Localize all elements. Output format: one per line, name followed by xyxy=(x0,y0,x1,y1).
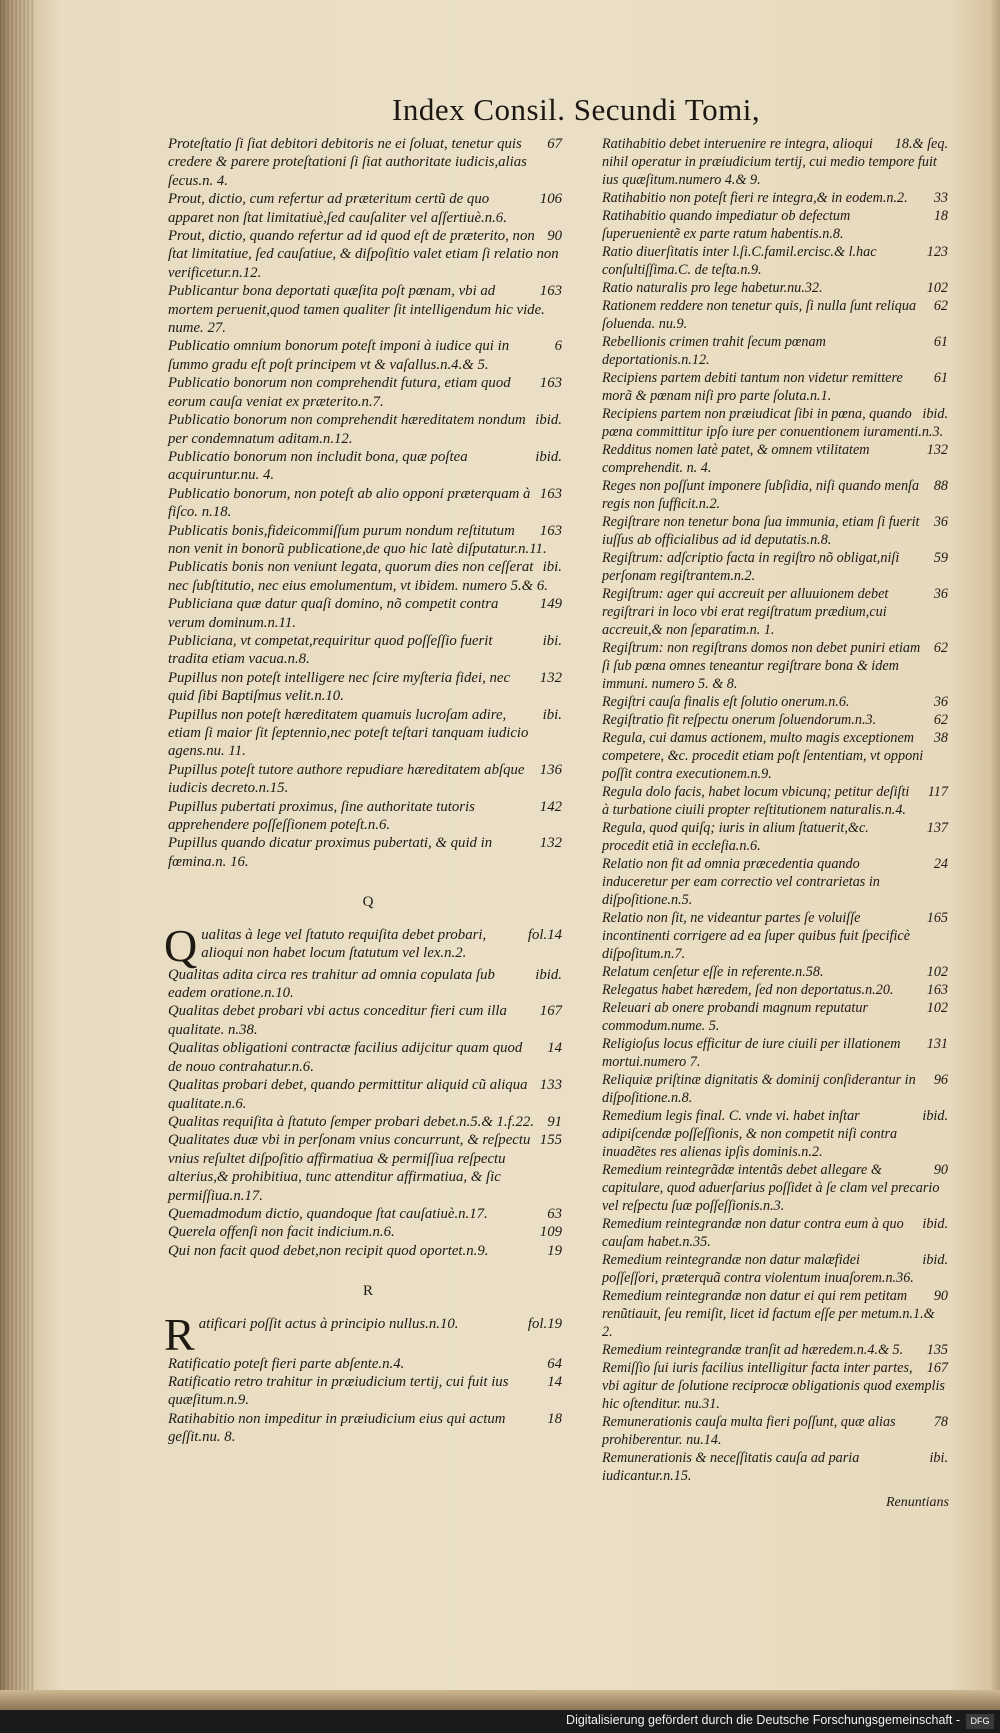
entry-text: Reliquiæ priſtinæ dignitatis & dominij conſiderantur in diſpoſitione.n.8. xyxy=(602,1072,916,1106)
entry-reference: 62 xyxy=(933,298,948,314)
entry-reference: 102 xyxy=(926,280,948,296)
index-entry xyxy=(168,1373,568,1410)
entry-text: Regula dolo facis, habet locum vbicunq; petitur deſiſti à turbatione ciuili propter reſtitutionem naturalis.n.4. xyxy=(602,784,910,818)
index-entry xyxy=(602,189,954,207)
entry-reference: 14 xyxy=(547,1373,562,1390)
entry-reference: 96 xyxy=(933,1072,948,1088)
index-entry xyxy=(602,693,954,711)
entry-reference: 132 xyxy=(926,442,948,458)
entry-reference: 137 xyxy=(926,820,948,836)
index-entry xyxy=(164,1308,568,1360)
entry-text: Publicatio omnium bonorum poteſt imponi à iudice qui in ſummo gradu eſt poſt principem vt & vaſallus.n.4.& 5. xyxy=(168,338,510,373)
entry-text: Recipiens partem non præiudicat ſibi in pœna, quando pœna committitur ipſo iure per conuentionem iuramenti.n.3. xyxy=(602,406,944,440)
index-entry xyxy=(168,595,568,632)
index-entry xyxy=(168,1355,568,1373)
entry-text: Proteſtatio ſi ſiat debitori debitoris ne ei ſoluat, tenetur quis credere & parere proteſtationi ſi ſiat authoritate iudicis,alias ſecus.n. 4. xyxy=(168,136,527,189)
entry-text: Rationem reddere non tenetur quis, ſi nulla ſunt reliqua ſoluenda. nu.9. xyxy=(602,298,917,332)
entry-reference: 24 xyxy=(933,856,948,872)
entry-text: Ratificatio poteſt fieri parte abſente.n.4. xyxy=(168,1355,405,1372)
entry-reference: 91 xyxy=(547,1113,562,1130)
entry-text: Qualitas adita circa res trahitur ad omnia copulata ſub eadem oratione.n.10. xyxy=(168,966,495,1002)
index-entry xyxy=(602,1413,954,1449)
entry-reference: 6 xyxy=(554,338,562,355)
entry-reference: 18.& ſeq. xyxy=(894,136,948,152)
index-entry xyxy=(168,1205,568,1223)
entry-text: Rebellionis crimen trahit ſecum pœnam deportationis.n.12. xyxy=(602,334,826,368)
entry-reference: fol.14 xyxy=(527,926,562,943)
entry-text: Recipiens partem debiti tantum non videtur remittere morã & pœnam niſi pro parte ſoluta.n.1. xyxy=(602,370,903,404)
entry-reference: 163 xyxy=(539,522,562,539)
index-entry xyxy=(168,227,568,282)
entry-reference: ibid. xyxy=(922,1252,948,1268)
index-entry xyxy=(602,855,954,909)
index-entry xyxy=(602,369,954,405)
entry-text: Relegatus habet hæredem, ſed non deportatus.n.20. xyxy=(602,982,894,998)
entry-reference: 63 xyxy=(547,1205,562,1222)
entry-reference: 165 xyxy=(926,910,948,926)
entry-reference: 102 xyxy=(926,1000,948,1016)
index-entry xyxy=(602,135,954,189)
entry-reference: 64 xyxy=(547,1355,562,1372)
entry-text: Publicantur bona deportati quæſita poſt pœnam, vbi ad mortem peruenit,quod tamen qualiter ſit intelligendum hic vide. nume. 27. xyxy=(168,283,545,337)
entry-reference: 163 xyxy=(539,375,562,392)
entry-reference: 167 xyxy=(539,1003,562,1020)
entry-text: Regiſtratio fit reſpectu onerum ſoluendorum.n.3. xyxy=(602,712,877,728)
entry-text: Publicatio bonorum non includit bona, quæ poſtea acquiruntur.nu. 4. xyxy=(168,448,468,484)
index-entry xyxy=(168,761,568,798)
entry-text: Ratihabitio quando impediatur ob defectum ſuperuenientẽ ex parte ratum habentis.n.8. xyxy=(602,208,851,242)
entry-text: Pupillus non poteſt hæreditatem quamuis lucroſam adire, etiam ſi maior ſit ſeptennio,nec poteſt teſtari tanquam iudicio agens.nu. 11. xyxy=(168,706,529,760)
section-letter-r: R xyxy=(362,1283,373,1300)
entries-p xyxy=(168,135,568,871)
entry-text: Remunerationis cauſa multa fieri poſſunt, quæ alias prohiberentur. nu.14. xyxy=(602,1414,896,1448)
index-entry xyxy=(602,243,954,279)
entry-reference: 109 xyxy=(539,1224,562,1241)
entry-text: Regula, quod quiſq; iuris in alium ſtatuerit,&c. procedit etiã in eccleſia.n.6. xyxy=(602,820,869,854)
entries-r-continued xyxy=(602,135,954,1485)
entry-reference: 90 xyxy=(547,228,562,245)
entry-reference: 62 xyxy=(933,712,948,728)
entry-text: Regiſtrum: ager qui accreuit per alluuionem debet regiſtrari in loco vbi erat regiſtratum prædium,cui accreuit,& non ſeparatim.n. 1. xyxy=(602,586,889,638)
entry-text: Regiſtri cauſa finalis eſt ſolutio onerum.n.6. xyxy=(602,694,850,710)
entry-reference: 36 xyxy=(933,694,948,710)
entry-reference: 19 xyxy=(547,1242,562,1259)
entry-text: Remedium reintegrandæ non datur contra eum à quo cauſam habet.n.35. xyxy=(602,1216,904,1250)
index-entry xyxy=(602,279,954,297)
index-entry xyxy=(602,297,954,333)
index-entry xyxy=(602,999,954,1035)
entry-text: Remedium reintegrandæ non datur ei qui rem petitam renũtiauit, ſeu remiſit, licet id factum eſſe per metum.n.1.& 2. xyxy=(602,1288,935,1340)
entry-reference: 88 xyxy=(933,478,948,494)
entry-reference: 18 xyxy=(547,1410,562,1427)
entry-reference: 14 xyxy=(547,1040,562,1057)
section-letter-q: Q xyxy=(362,894,374,911)
entry-text: Relatio non fit ad omnia præcedentia quando induceretur per eam correctio vel contrarietas in diſpoſitione.n.5. xyxy=(602,856,880,908)
page-header: Index Consil. Secundi Tomi, xyxy=(392,92,761,127)
entry-reference: 135 xyxy=(926,1342,948,1358)
page-bottom-edge xyxy=(0,1690,1000,1710)
entry-reference: 136 xyxy=(539,761,562,778)
index-entry xyxy=(164,919,568,971)
entry-reference: 131 xyxy=(926,1036,948,1052)
entry-reference: 61 xyxy=(933,334,948,350)
index-entry xyxy=(168,485,568,522)
entry-text: Pupillus quando dicatur proximus pubertati, & quid in fœmina.n. 16. xyxy=(168,835,493,870)
entry-reference: ibid. xyxy=(922,406,948,422)
drop-cap: Q xyxy=(164,919,198,971)
index-entry xyxy=(602,405,954,441)
index-entry xyxy=(168,1002,568,1039)
index-entry xyxy=(168,1076,568,1113)
entry-reference: 36 xyxy=(933,514,948,530)
entry-reference: 133 xyxy=(539,1077,562,1094)
entry-text: Qualitas probari debet, quando permittitur aliquid cũ aliqua qualitate.n.6. xyxy=(168,1077,528,1112)
index-entry xyxy=(168,558,568,595)
index-entry xyxy=(168,798,568,835)
dfg-logo: DFG xyxy=(966,1714,994,1729)
entry-text: Pupillus poteſt tutore authore repudiare hæreditatem abſque iudicis decreto.n.15. xyxy=(168,761,525,797)
index-entry xyxy=(602,1071,954,1107)
entry-reference: ibid. xyxy=(922,1216,948,1232)
entry-text: Ratihabitio debet interuenire re integra, alioqui nihil operatur in præiudicium tertij, cui medio tempore fuit ius quæſitum.numero 4.& 9. xyxy=(602,136,937,188)
entry-reference: 106 xyxy=(539,191,562,208)
entry-text: Publiciana quæ datur quaſi domino, nõ competit contra verum dominum.n.11. xyxy=(168,596,499,631)
index-entry xyxy=(602,333,954,369)
entry-reference: ibi. xyxy=(542,632,562,649)
index-entry xyxy=(602,549,954,585)
index-entry xyxy=(602,1215,954,1251)
entries-r xyxy=(164,1308,568,1447)
entry-reference: 123 xyxy=(926,244,948,260)
drop-cap: R xyxy=(164,1308,195,1360)
entry-reference: 18 xyxy=(933,208,948,224)
entry-reference: 61 xyxy=(933,370,948,386)
index-entry xyxy=(602,585,954,639)
entry-reference: 132 xyxy=(539,669,562,686)
entry-text: Publicatio bonorum, non poteſt ab alio opponi præterquam à fiſco. n.18. xyxy=(168,485,531,521)
entry-text: Religioſus locus efficitur de iure ciuili per illationem mortui.numero 7. xyxy=(602,1036,901,1070)
left-column xyxy=(164,135,568,1447)
entry-reference: ibid. xyxy=(922,1108,948,1124)
entry-text: Regula, cui damus actionem, multo magis exceptionem competere, &c. procedit etiam poſt ſententiam, vt opponi poſſit contra executionem.n.9. xyxy=(602,730,924,782)
index-entry xyxy=(602,963,954,981)
entry-reference: 163 xyxy=(539,485,562,502)
entry-reference: ibid. xyxy=(535,966,562,983)
index-entry xyxy=(602,477,954,513)
index-entry xyxy=(168,337,568,374)
index-entry xyxy=(602,1035,954,1071)
entry-text: Relatum cenſetur eſſe in referente.n.58. xyxy=(602,964,824,980)
entry-text: Publicatis bonis,fideicommiſſum purum nondum reſtitutum non venit in bonorũ publicatione,de quo hic latè diſputatur.n.11. xyxy=(168,522,547,557)
index-entry xyxy=(602,819,954,855)
index-entry xyxy=(602,1251,954,1287)
index-entry xyxy=(168,448,568,485)
index-entry xyxy=(602,1359,954,1413)
index-entry xyxy=(168,1113,568,1131)
entry-text: Remunerationis & neceſſitatis cauſa ad paria iudicantur.n.15. xyxy=(602,1450,860,1484)
index-entry xyxy=(168,1039,568,1076)
index-entry xyxy=(602,1287,954,1341)
entry-text: Relatio non ſit, ne videantur partes ſe voluiſſe incontinenti corrigere ad ea ſuper quibus fuit ſpecificè diſpoſitum.n.7. xyxy=(602,910,910,962)
index-entry xyxy=(168,522,568,559)
entry-text: Remedium reintegrandæ non datur malæfidei poſſeſſori, præterquã contra violentum inuaſorem.n.36. xyxy=(602,1252,914,1286)
entry-text: Ratihabitio non impeditur in præiudicium eius qui actum geſſit.nu. 8. xyxy=(168,1410,506,1446)
entry-text: Ratio diuerſitatis inter l.ſi.C.famil.ercisc.& l.hac conſultiſſima.C. de teſta.n.9. xyxy=(602,244,877,278)
entry-reference: 67 xyxy=(547,136,562,152)
entry-reference: 62 xyxy=(933,640,948,656)
index-entry xyxy=(602,639,954,693)
index-entry xyxy=(602,981,954,999)
entry-text: Remiſſio ſui iuris facilius intelligitur facta inter partes, vbi agitur de ſolutione reciprocæ obligationis quod exemplis hic oſtenditur. nu.31. xyxy=(602,1360,945,1412)
entry-text: Regiſtrare non tenetur bona ſua immunia, etiam ſi fuerit iuſſus ab officialibus ad id deputatis.n.8. xyxy=(602,514,920,548)
index-entry xyxy=(168,966,568,1003)
index-entry xyxy=(168,1242,568,1260)
entry-text: Remedium legis final. C. vnde vi. habet inſtar adipiſcendæ poſſeſſionis, & non competit niſi contra inuadẽtes res alienas ipſis dominis.n.2. xyxy=(602,1108,898,1160)
entry-reference: 149 xyxy=(539,596,562,613)
entry-reference: 36 xyxy=(933,586,948,602)
entry-reference: 142 xyxy=(539,798,562,815)
entry-text: Regiſtrum: non regiſtrans domos non debet puniri etiam ſi ſub pœna omnes teneantur regiſtrare bona & idem immuni. numero 5. & 8. xyxy=(602,640,921,692)
entry-text: Ratio naturalis pro lege habetur.nu.32. xyxy=(602,280,823,296)
entry-reference: 155 xyxy=(539,1132,562,1149)
entry-text: Publicatis bonis non veniunt legata, quorum dies non ceſſerat nec ſubſtitutio, nec eius emolumentum, vt ibidem. numero 5.& 6. xyxy=(168,559,548,594)
index-entry xyxy=(602,1107,954,1161)
entry-reference: 102 xyxy=(926,964,948,980)
entry-reference: 59 xyxy=(933,550,948,566)
index-entry xyxy=(168,1410,568,1447)
entry-text: Pupillus non poteſt intelligere nec ſcire myſteria fidei, nec quid ſibi Baptiſmus velit.n.10. xyxy=(168,669,511,705)
entry-reference: 163 xyxy=(539,283,562,300)
entry-text: ualitas à lege vel ſtatuto requiſita debet probari, alioqui non habet locum ſtatutum vel lex.n.2. xyxy=(201,926,487,962)
index-entry xyxy=(602,711,954,729)
index-entry xyxy=(168,834,568,871)
entry-reference: 167 xyxy=(926,1360,948,1376)
entry-text: Qualitas obligationi contractæ facilius adijcitur quam quod de nouo contrahatur.n.6. xyxy=(168,1040,523,1075)
entry-reference: 132 xyxy=(539,835,562,852)
index-entry xyxy=(168,135,568,190)
entries-q xyxy=(164,919,568,1261)
entry-text: Prout, dictio, cum refertur ad præteritum certũ de quo apparet non ſtat limitatiuè,ſed cauſaliter vel aſſertiuè.n.6. xyxy=(168,191,507,226)
index-entry xyxy=(168,632,568,669)
entry-reference: fol.19 xyxy=(527,1315,562,1332)
entry-reference: 90 xyxy=(933,1162,948,1178)
index-entry xyxy=(168,669,568,706)
digitization-footer xyxy=(0,1710,1000,1733)
index-entry xyxy=(602,513,954,549)
entry-text: Pupillus pubertati proximus, ſine authoritate tutoris apprehendere poſſeſſionem poteſt.n.6. xyxy=(168,798,475,834)
entry-text: Remedium reintegrandæ tranſit ad hæredem.n.4.& 5. xyxy=(602,1342,904,1358)
index-entry xyxy=(168,190,568,227)
index-entry xyxy=(168,1131,568,1205)
index-entry xyxy=(168,374,568,411)
entry-reference: 38 xyxy=(933,730,948,746)
entry-text: Qualitas debet probari vbi actus conceditur fieri cum illa qualitate. n.38. xyxy=(168,1003,507,1038)
index-entry xyxy=(602,441,954,477)
index-entry xyxy=(602,1161,954,1215)
entry-text: Publicatio bonorum non comprehendit hæreditatem nondum per condemnatum aditam.n.12. xyxy=(168,412,526,447)
entry-text: Publiciana, vt competat,requiritur quod poſſeſſio fuerit tradita etiam vacua.n.8. xyxy=(168,632,493,668)
entry-text: Querela offenſi non facit indicium.n.6. xyxy=(168,1224,395,1241)
entry-reference: ibid. xyxy=(535,412,562,429)
entry-reference: 163 xyxy=(926,982,948,998)
entry-reference: ibi. xyxy=(542,706,562,723)
entry-reference: 78 xyxy=(933,1414,948,1430)
entry-text: Publicatio bonorum non comprehendit futura, etiam quod eorum cauſa veniat ex præterito.n.7. xyxy=(168,375,511,410)
entry-text: Regiſtrum: adſcriptio facta in regiſtro nõ obligat,niſi perſonam regiſtrantem.n.2. xyxy=(602,550,900,584)
index-entry xyxy=(602,1341,954,1359)
entry-text: Prout, dictio, quando refertur ad id quod eſt de præterito, non ſtat limitatiue, ſed cauſatiue, & diſpoſitio valet etiam ſi relatio non verificetur.n.12. xyxy=(168,228,559,281)
index-entry xyxy=(168,1223,568,1241)
right-column xyxy=(602,135,954,1485)
index-entry xyxy=(602,909,954,963)
entry-text: Releuari ab onere probandi magnum reputatur commodum.nume. 5. xyxy=(602,1000,868,1034)
entry-text: Ratihabitio non poteſt fieri re integra,& in eodem.n.2. xyxy=(602,190,908,206)
index-entry xyxy=(168,411,568,448)
index-entry xyxy=(602,783,954,819)
footer-text: Digitalisierung gefördert durch die Deutsche Forschungsgemeinschaft - xyxy=(566,1713,960,1727)
entry-text: Remedium reintegrãdæ intentãs debet allegare & capitulare, quod aduerſarius poſſidet à ſe clam vel precario vel reſpectu ſuæ poſſeſſionis.n.3. xyxy=(602,1162,940,1214)
entry-text: Qualitates duæ vbi in perſonam vnius concurrunt, & reſpectu vnius reſultet diſpoſitio affirmatiua & permiſſiua reſpectu alterius,& prohibitiua, tunc attenditur affirmatiua, & ſic permiſſiua.n.17. xyxy=(168,1132,531,1204)
index-entry xyxy=(602,207,954,243)
entry-reference: 33 xyxy=(933,190,948,206)
index-entry xyxy=(602,729,954,783)
catchword: Renuntians xyxy=(886,1495,949,1510)
entry-reference: 90 xyxy=(933,1288,948,1304)
entry-reference: ibid. xyxy=(535,448,562,465)
entry-text: Quemadmodum dictio, quandoque ſtat cauſatiuè.n.17. xyxy=(168,1205,488,1222)
entry-reference: 117 xyxy=(927,784,948,800)
entry-text: Redditus nomen latè patet, & omnem vtilitatem comprehendit. n. 4. xyxy=(602,442,870,476)
book-spine xyxy=(0,0,34,1733)
entry-text: Qualitas requiſita à ſtatuto ſemper probari debet.n.5.& 1.f.22. xyxy=(168,1113,534,1130)
entry-reference: ibi. xyxy=(929,1450,948,1466)
entry-text: atificari poſſit actus à principio nullus.n.10. xyxy=(198,1315,459,1332)
entry-text: Qui non facit quod debet,non recipit quod oportet.n.9. xyxy=(168,1242,489,1259)
index-entry xyxy=(602,1449,954,1485)
entry-reference: ibi. xyxy=(542,559,562,576)
entry-text: Ratificatio retro trahitur in præiudicium tertij, cui fuit ius quæſitum.n.9. xyxy=(168,1373,509,1409)
index-entry xyxy=(168,282,568,337)
index-entry xyxy=(168,706,568,761)
entry-text: Reges non poſſunt imponere ſubſidia, niſi quando menſa regis non ſufficit.n.2. xyxy=(602,478,920,512)
